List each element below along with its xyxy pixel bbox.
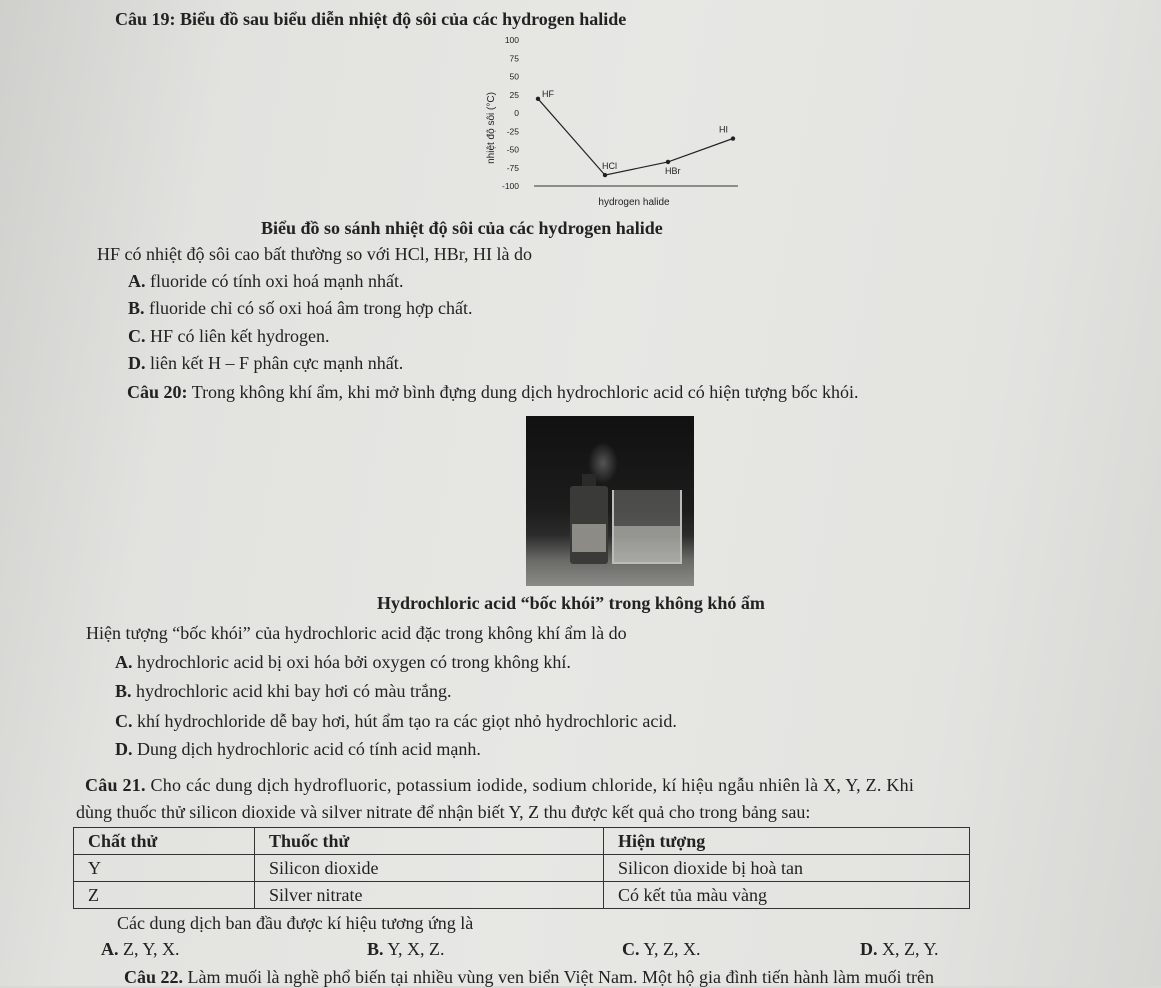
q21-option-a[interactable] [101,938,180,960]
beaker-liquid [614,526,680,562]
option-letter: D. [860,939,878,959]
option-text: Dung dịch hydrochloric acid có tính acid mạnh. [137,739,481,759]
q19-option-c[interactable] [128,325,329,347]
option-text: X, Z, Y. [882,939,939,959]
table-header-row [74,828,970,855]
q20-header [127,381,859,403]
y-tick-label: 25 [509,89,519,100]
table-cell: Silver nitrate [255,882,604,909]
data-points [536,97,735,178]
q20-option-a[interactable] [115,651,571,673]
option-letter: C. [128,326,146,346]
q20-photo-caption: Hydrochloric acid “bốc khói” trong không khó ẩm [377,593,765,613]
q20-question: Hiện tượng “bốc khói” của hydrochloric acid đặc trong không khí ẩm là do [86,623,627,643]
y-tick-label: -25 [506,126,519,137]
q21-option-b[interactable] [367,938,445,960]
beaker-shape [612,490,682,564]
q21-header [85,774,914,796]
option-text: hydrochloric acid bị oxi hóa bởi oxygen có trong không khí. [137,652,571,672]
q20-number: Câu 20: [127,382,188,402]
point-label: HI [719,124,728,135]
q21-option-d[interactable] [860,938,939,960]
option-text: Y, Z, X. [643,939,701,959]
option-text: hydrochloric acid khi bay hơi có màu trắng. [136,681,452,701]
table-row [74,882,970,909]
q19-question: HF có nhiệt độ sôi cao bất thường so với HCl, HBr, HI là do [97,244,533,264]
point-label: HBr [665,165,681,176]
q19-chart-caption: Biểu đồ so sánh nhiệt độ sôi của các hydrogen halide [261,218,663,238]
q19-number: Câu 19: [115,9,176,29]
point-label: HF [542,88,554,99]
table-cell: Z [74,882,255,909]
y-axis-label: nhiệt độ sôi (°C) [486,92,497,164]
table-header: Chất thử [74,828,255,855]
option-letter: D. [115,739,133,759]
q19-option-d[interactable] [128,352,403,374]
option-text: liên kết H – F phân cực mạnh nhất. [150,353,404,373]
point-labels [542,89,728,176]
q21-option-c[interactable] [622,938,701,960]
table-header: Thuốc thử [255,828,604,855]
q21-table [73,827,970,909]
q20-option-d[interactable] [115,738,481,760]
table-row [74,855,970,882]
data-point-hbr [666,160,670,164]
table-cell: Có kết tủa màu vàng [604,882,970,909]
y-tick-label: -100 [501,181,519,191]
q19-option-a[interactable] [128,270,403,292]
option-letter: A. [115,652,133,672]
option-text: fluoride có tính oxi hoá mạnh nhất. [150,271,404,291]
point-label: HCl [602,161,617,172]
q22-number: Câu 22. [124,967,184,987]
q19-option-b[interactable] [128,297,472,319]
option-text: fluoride chỉ có số oxi hoá âm trong hợp chất. [149,298,473,318]
option-text: Z, Y, X. [123,939,180,959]
option-letter: C. [622,939,640,959]
hydrochloric-acid-photo [526,416,694,586]
y-tick-label: -75 [506,162,519,173]
option-letter: C. [115,711,133,731]
option-text: Y, X, Z. [387,939,445,959]
table-cell: Silicon dioxide [255,855,604,882]
y-tick-label: 75 [509,53,519,64]
q20-title: Trong không khí ẩm, khi mở bình đựng dung dịch hydrochloric acid có hiện tượng bốc khói. [191,382,859,402]
option-letter: A. [128,271,146,291]
bottle-label-shape [572,524,606,552]
y-tick-label: 50 [509,71,519,82]
series-line [538,99,733,175]
q21-question: Các dung dịch ban đầu được kí hiệu tương ứng là [117,913,474,933]
option-letter: B. [367,939,384,959]
q22-text: Làm muối là nghề phổ biến tại nhiều vùng ven biển Việt Nam. Một hộ gia đình tiến hành làm muối trên [187,967,934,987]
table-cell: Y [74,855,255,882]
option-text: khí hydrochloride dễ bay hơi, hút ẩm tạo ra các giọt nhỏ hydrochloric acid. [137,711,677,731]
q21-line2: dùng thuốc thử silicon dioxide và silver nitrate để nhận biết Y, Z thu được kết quả cho trong bảng sau: [76,802,811,822]
q21-number: Câu 21. [85,775,146,795]
data-point-hcl [603,173,607,177]
data-point-hi [731,136,735,140]
y-tick-label: 0 [514,108,519,118]
y-axis-ticks [502,35,519,191]
boiling-point-chart [470,28,750,218]
y-tick-label: -50 [506,144,519,155]
option-text: HF có liên kết hydrogen. [150,326,330,346]
x-axis-label: hydrogen halide [598,197,670,208]
option-letter: A. [101,939,119,959]
option-letter: B. [128,298,145,318]
y-tick-label: 100 [504,35,519,45]
option-letter: D. [128,353,146,373]
q20-option-c[interactable] [115,710,677,732]
data-point-hf [536,97,540,101]
table-header: Hiện tượng [604,828,970,855]
q19-header [115,8,626,30]
q20-option-b[interactable] [115,680,451,702]
q21-line1: Cho các dung dịch hydrofluoric, potassium iodide, sodium chloride, kí hiệu ngẫu nhiên là X, Y, Z. Khi [150,775,915,795]
option-letter: B. [115,681,132,701]
q19-title: Biểu đồ sau biểu diễn nhiệt độ sôi của các hydrogen halide [180,9,627,29]
table-cell: Silicon dioxide bị hoà tan [604,855,970,882]
q22-header [124,966,934,988]
